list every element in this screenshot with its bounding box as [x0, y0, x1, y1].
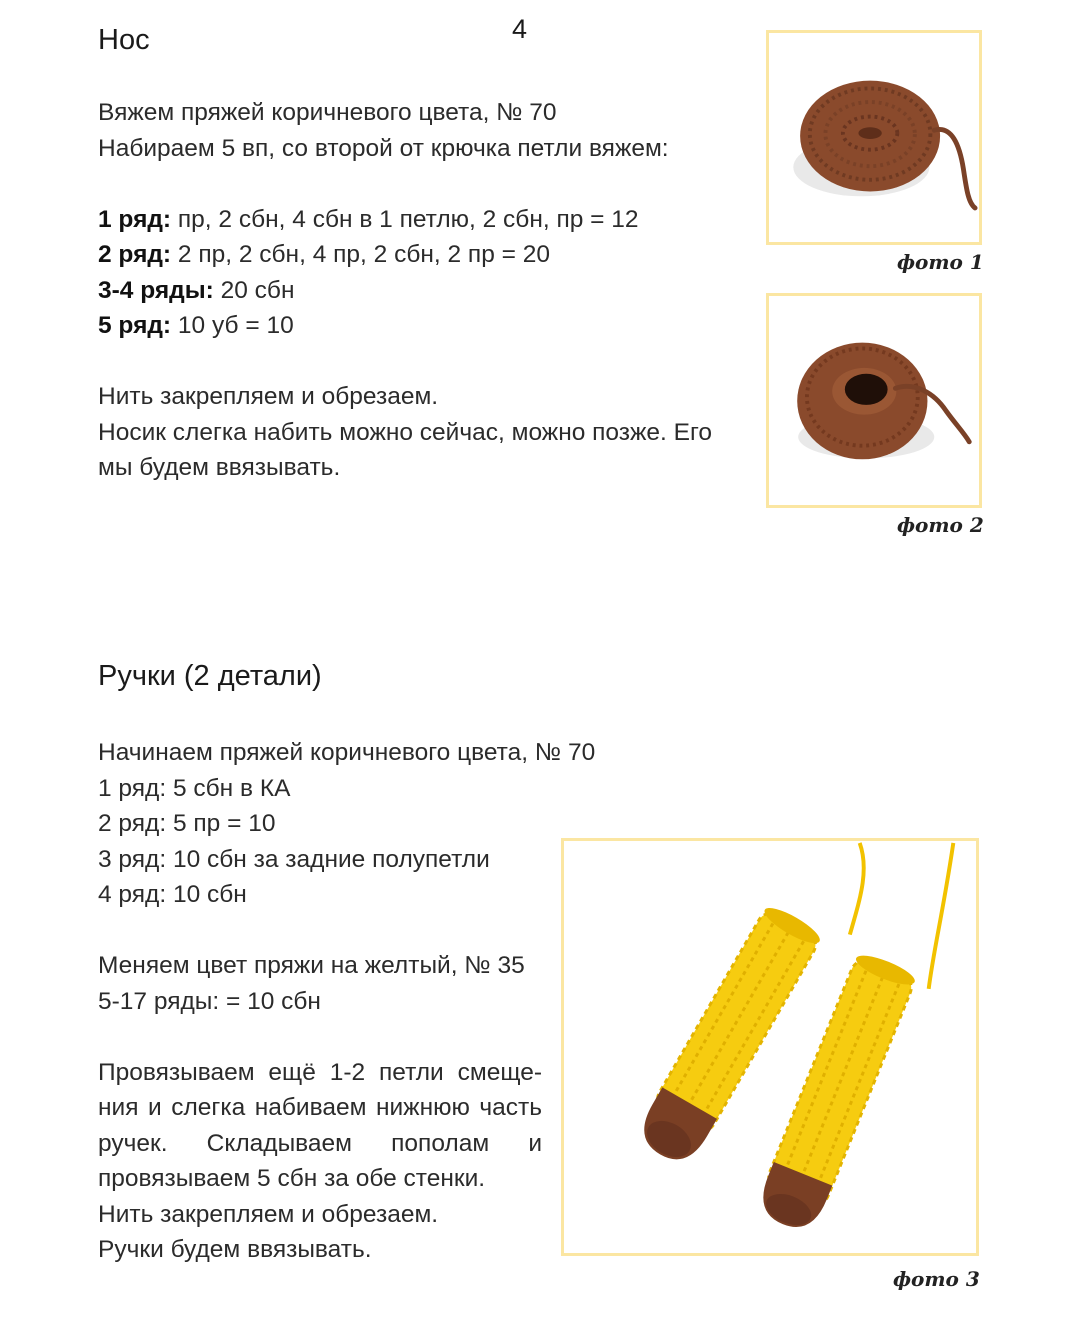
hands-instructions	[98, 735, 596, 1268]
row-label: 5 ряд:	[98, 312, 172, 339]
hands-color-change: Меняем цвет пряжи на желтый, № 35	[98, 952, 525, 979]
hands-title: Ручки	[98, 660, 176, 692]
hands-title-suffix: (2 детали)	[175, 660, 322, 692]
crochet-cup-image	[769, 296, 979, 505]
hands-row-2: 2 ряд: 5 пр = 10	[98, 810, 276, 837]
hands-finish-2: Нить закрепляем и обрезаем.	[98, 1200, 439, 1228]
row-label: 3-4 ряды:	[98, 276, 214, 304]
row-text: 10 уб = 10	[171, 312, 294, 339]
crochet-oval-image	[769, 33, 979, 242]
photo-3-caption: фото 3	[893, 1267, 980, 1291]
nose-finish-line-3: мы будем ввязывать.	[98, 454, 341, 481]
page-number: 4	[512, 14, 528, 44]
hands-intro: Начинаем пряжей коричневого цвета, № 70	[98, 739, 596, 766]
photo-3-hands	[561, 838, 979, 1256]
section-title-hands	[98, 660, 322, 693]
row-text: 2 пр, 2 сбн, 4 пр, 2 сбн, 2 пр = 20	[171, 241, 550, 268]
nose-row-3-4	[98, 273, 758, 309]
row-text: 20 сбн	[213, 276, 295, 304]
nose-row-5	[98, 308, 758, 344]
hands-finish-1: Провязываем ещё 1-2 петли смеще-ния и слегка набиваем нижнюю часть ручек. Складываем пополам и провязываем 5 сбн за обе стенки.	[98, 1058, 542, 1192]
section-title-nose: Нос	[98, 24, 150, 56]
photo-2-caption: фото 2	[897, 513, 984, 537]
hands-finish-3: Ручки будем ввязывать.	[98, 1236, 372, 1263]
photo-1-caption: фото 1	[897, 250, 984, 274]
hands-row-4: 4 ряд: 10 сбн	[98, 881, 247, 908]
hands-row-3: 3 ряд: 10 сбн за задние полупетли	[98, 845, 490, 873]
row-label: 1 ряд:	[98, 205, 172, 233]
nose-finish-line-1: Нить закрепляем и обрезаем.	[98, 383, 439, 410]
nose-intro-line-2: Набираем 5 вп, со второй от крючка петли вяжем:	[98, 134, 669, 162]
hands-row-1: 1 ряд: 5 сбн в КА	[98, 774, 291, 802]
photo-2-nose-cup	[766, 293, 982, 508]
row-label: 2 ряд:	[98, 241, 172, 268]
nose-intro-line-1: Вяжем пряжей коричневого цвета, № 70	[98, 99, 557, 126]
nose-instructions	[98, 95, 758, 486]
nose-finish-line-2: Носик слегка набить можно сейчас, можно позже. Его	[98, 418, 712, 446]
photo-1-nose-flat	[766, 30, 982, 245]
nose-row-2	[98, 237, 758, 273]
crochet-hands-image	[564, 841, 976, 1253]
nose-row-1	[98, 202, 758, 238]
row-text: пр, 2 сбн, 4 сбн в 1 петлю, 2 сбн, пр = 12	[171, 205, 639, 233]
hands-rows-5-17: 5-17 ряды: = 10 сбн	[98, 987, 321, 1015]
